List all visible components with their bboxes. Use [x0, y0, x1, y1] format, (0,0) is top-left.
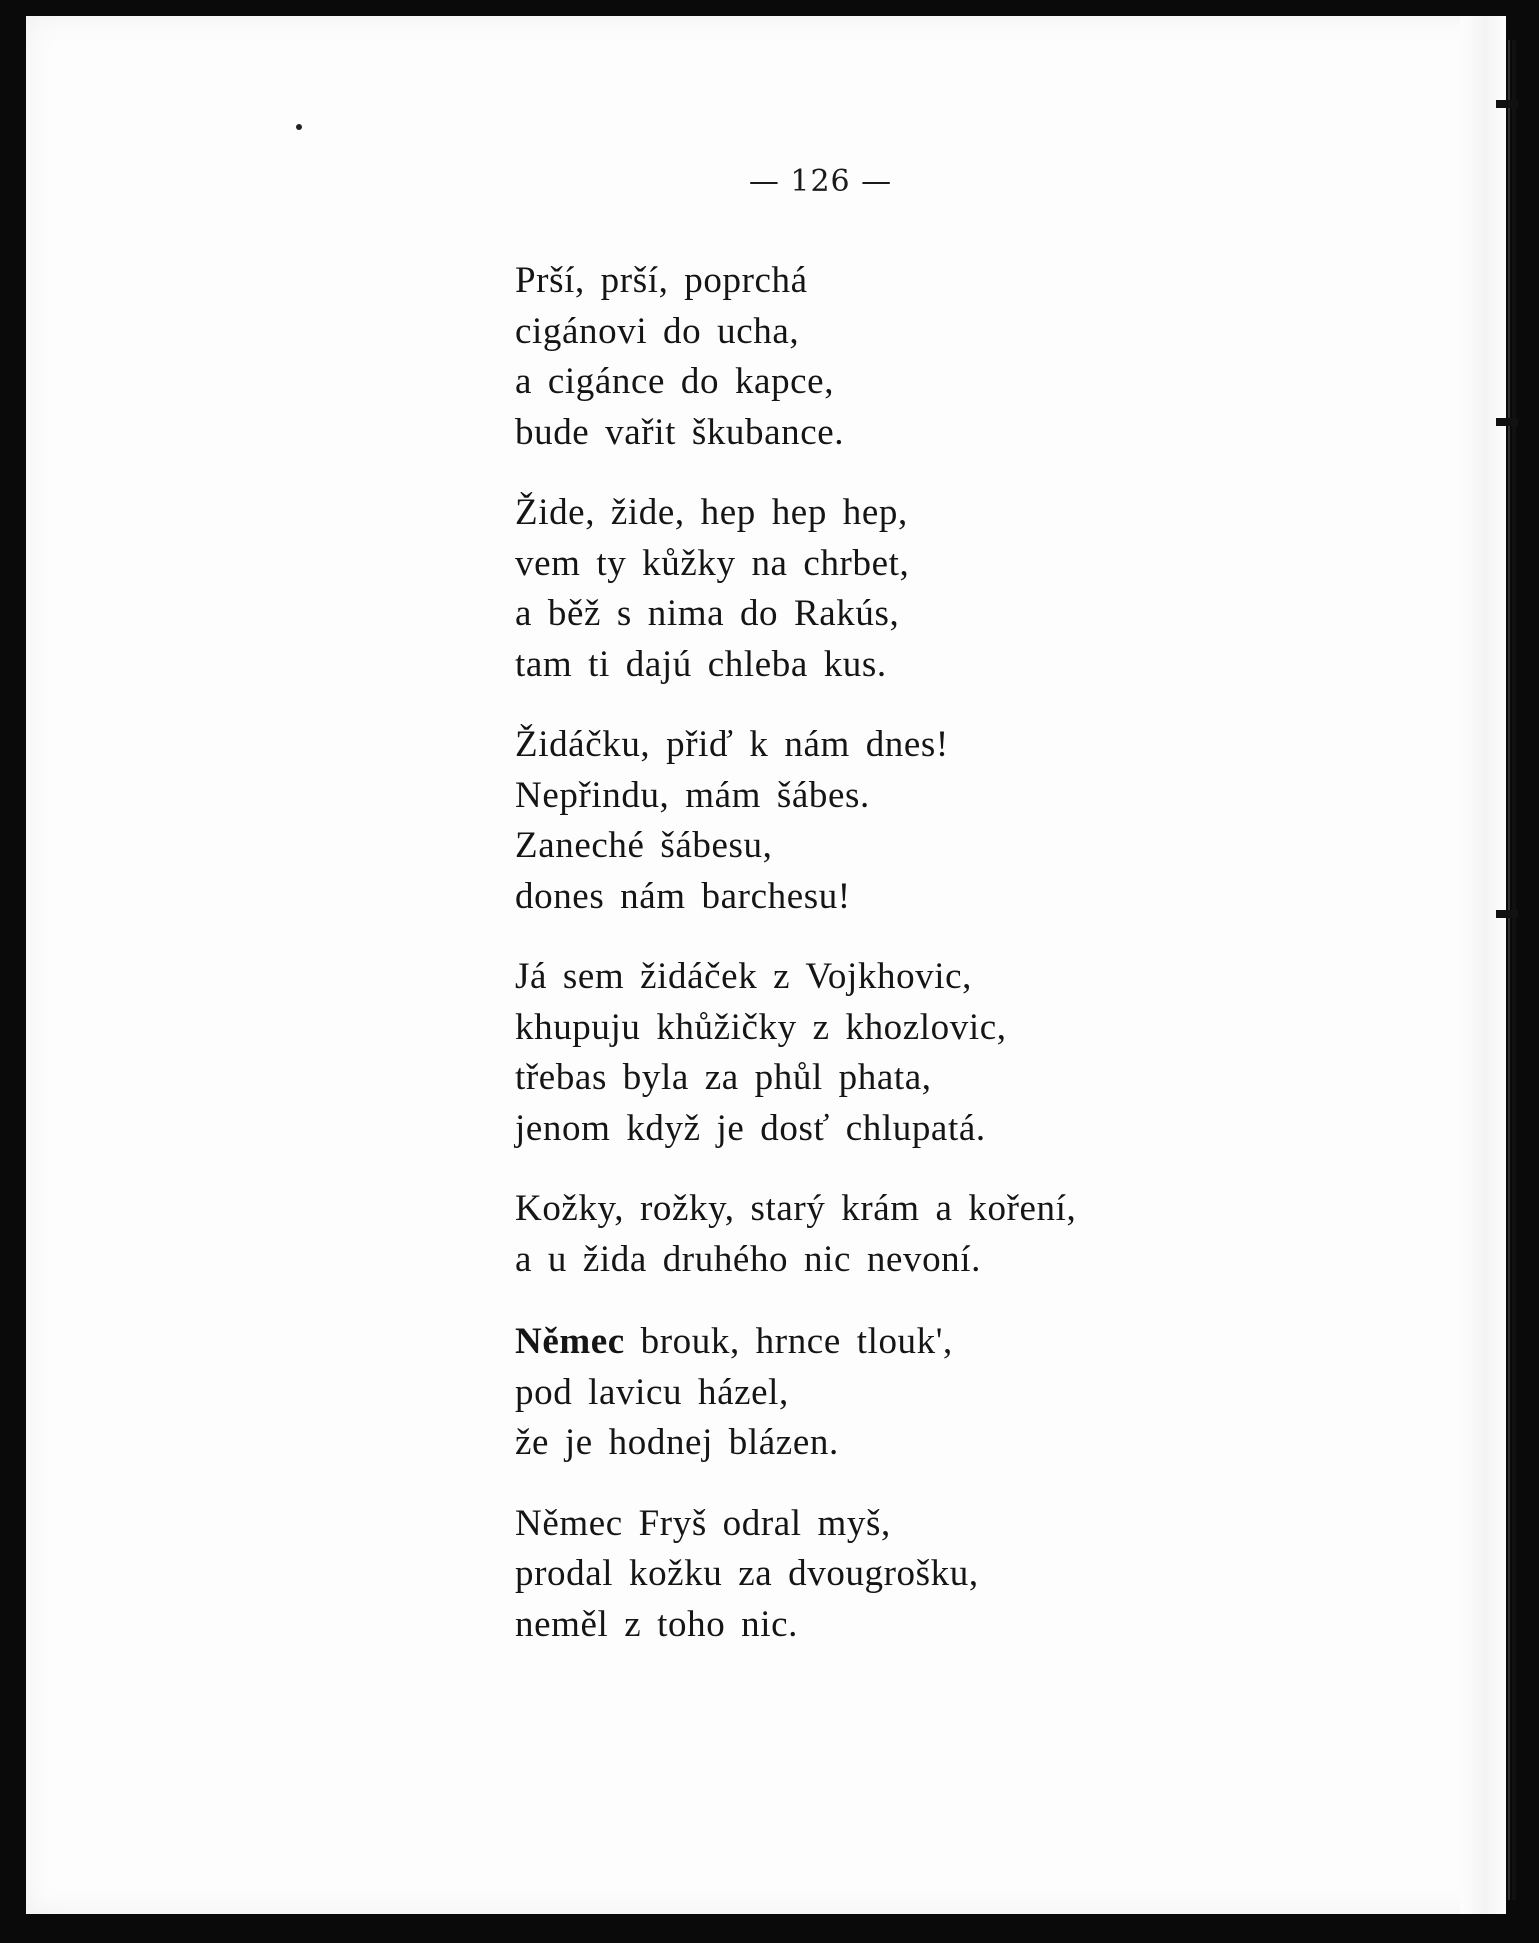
- verse-line: a cigánce do kapce,: [515, 361, 835, 402]
- verse-line: neměl z toho nic.: [515, 1603, 799, 1645]
- verse-line: že je hodnej blázen.: [515, 1422, 839, 1463]
- verse-line: Kožky, rožky, starý krám a koření,: [515, 1188, 1077, 1229]
- verse-line: Žide, žide, hep hep hep,: [515, 492, 908, 533]
- verse-line: prodal kožku za dvougrošku,: [515, 1553, 979, 1594]
- verse-line: Nepřindu, mám šábes.: [515, 774, 870, 816]
- verse-line: [515, 1317, 1515, 1368]
- verse-line: pod lavicu házel,: [515, 1371, 789, 1413]
- stanza-6: [515, 1317, 1515, 1469]
- verse-line: a běž s nima do Rakús,: [515, 593, 900, 634]
- book-page: [26, 16, 1506, 1914]
- stanza-5: [515, 1184, 1515, 1285]
- verse-line: třebas byla za phůl phata,: [515, 1057, 932, 1098]
- stanza-7: [515, 1499, 1515, 1651]
- verse-block: [515, 256, 1515, 1680]
- binding-tick: [1496, 418, 1518, 426]
- verse-line: cigánovi do ucha,: [515, 310, 800, 352]
- verse-line: Židáčku, přiď k nám dnes!: [515, 724, 949, 765]
- verse-line: Prší, prší, poprchá: [515, 260, 808, 301]
- verse-line: Já sem židáček z Vojkhovic,: [515, 956, 973, 997]
- dust-speck: [296, 124, 302, 130]
- verse-line: vem ty kůžky na chrbet,: [515, 542, 910, 584]
- binding-tick: [1496, 910, 1518, 918]
- stanza-3: [515, 720, 1515, 922]
- verse-line: dones nám barchesu!: [515, 875, 851, 917]
- binding-line: [1508, 40, 1510, 1900]
- verse-line: a u žida druhého nic nevoní.: [515, 1238, 981, 1280]
- binding-tick: [1496, 100, 1518, 108]
- page-number: — 126 —: [748, 164, 893, 199]
- verse-line: Němec Fryš odral myš,: [515, 1502, 891, 1544]
- bold-word: Němec: [515, 1321, 625, 1362]
- stanza-2: [515, 488, 1515, 690]
- stanza-1: [515, 256, 1515, 458]
- verse-line: tam ti dajú chleba kus.: [515, 643, 887, 685]
- verse-line-rest: brouk, hrnce tlouk',: [624, 1321, 953, 1362]
- stanza-4: [515, 952, 1515, 1154]
- binding-line: [1512, 40, 1516, 1900]
- verse-line: jenom když je dosť chlupatá.: [515, 1107, 986, 1149]
- verse-line: Zaneché šábesu,: [515, 825, 773, 866]
- verse-line: bude vařit škubance.: [515, 411, 845, 453]
- verse-line: khupuju khůžičky z khozlovic,: [515, 1006, 1007, 1048]
